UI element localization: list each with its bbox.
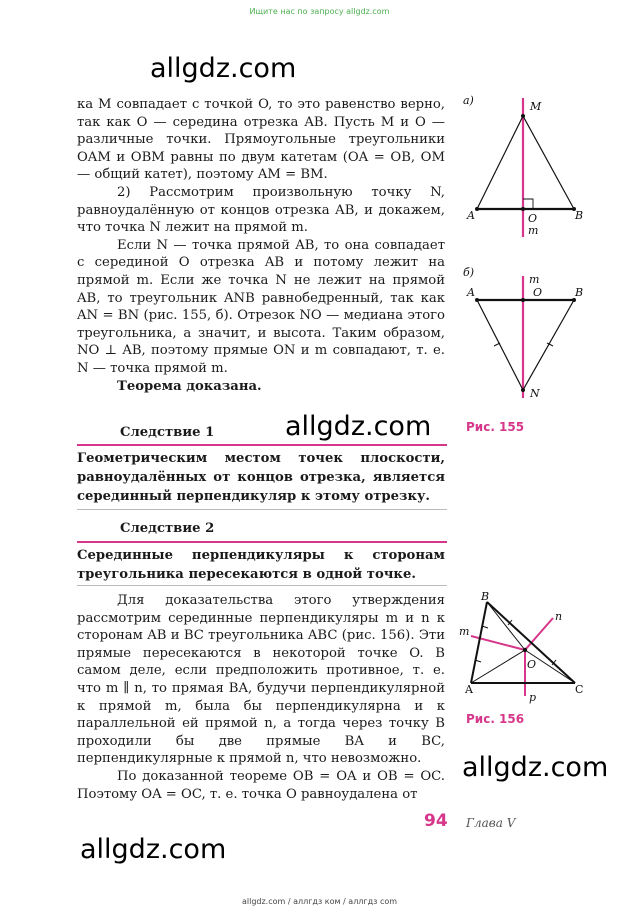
figure-155b [455, 262, 595, 402]
text-block-bottom [77, 592, 445, 803]
label-o: O [527, 658, 537, 671]
label-m-point: M [530, 100, 542, 113]
segment-an [477, 300, 523, 390]
watermark: allgdz.com [285, 411, 432, 442]
corollary-1-text: Геометрическим местом точек плоскости, равноудалённых от концов отрезка, является серединный перпендикуляр к этому отрезку. [77, 451, 445, 504]
paragraph: 2) Рассмотрим произвольную точку N, равноудалённую от концов отрезка AB, и докажем, что точка N лежит на прямой m. [77, 184, 445, 236]
label-a: A [465, 683, 473, 696]
label-n: N [530, 387, 540, 400]
chapter-label: Глава V [466, 816, 516, 830]
paragraph: ка M совпадает с точкой O, то это равенство верно, так как O — середина отрезка AB. Пусть M и O — различные точки. Прямоугольные треугольники OAM и OBM равны по двум катетам (OA = OB, OM — общий катет), поэтому AM = BM. [77, 97, 445, 183]
corollary-2-text: Серединные перпендикуляры к сторонам треугольника пересекаются в одной точке. [77, 548, 445, 582]
label-b: B [575, 209, 584, 222]
header-note[interactable]: Ищите нас по запросу allgdz.com [249, 7, 390, 16]
label-b: B [481, 590, 490, 603]
segment-am [477, 116, 523, 209]
page-number: 94 [424, 811, 448, 831]
watermark: allgdz.com [80, 834, 227, 865]
theorem-proved: Теорема доказана. [117, 378, 262, 394]
point-o [521, 298, 525, 302]
paragraph: По доказанной теореме OB = OA и OB = OC. Поэтому OA = OC, т. е. точка O равноудалена от [77, 768, 445, 802]
footer-note[interactable]: allgdz.com / аллгдз ком / аллгдз com [241, 897, 398, 906]
point-m [521, 114, 525, 118]
point-a [475, 207, 479, 211]
corollary-2-bottom-rule [77, 585, 447, 586]
corollary-1-bottom-rule [77, 509, 447, 510]
point-o [521, 207, 525, 211]
label-a: A [467, 286, 475, 299]
segment-oa [471, 650, 525, 683]
paragraph: Для доказательства этого утверждения рассмотрим серединные перпендикуляры m и n к сторонам AB и BC треугольника ABC (рис. 156). Эти прямые пересекаются в некоторой точке O. В самом деле, если предположить противное, т. е. что m ∥ n, то прямая BA, будучи перпендикулярной к прямой m, была бы перпендикулярна и к параллельной ей прямой n, а тогда через точку B проходили бы две прямые BA и BC, перпендикулярные к прямой n, что невозможно. [77, 593, 445, 767]
label-m-line: m [528, 224, 539, 237]
label-a: A [467, 209, 475, 222]
label-p: p [529, 691, 537, 704]
point-o [523, 648, 527, 652]
watermark: allgdz.com [462, 752, 609, 783]
figure-155a [455, 92, 595, 240]
label-b: B [575, 286, 584, 299]
point-n [521, 388, 525, 392]
figure-156-caption: Рис. 156 [466, 712, 525, 726]
text-block-top [77, 96, 445, 395]
label-m-line: m [529, 273, 540, 286]
figure-156 [455, 588, 595, 706]
label-m: m [459, 625, 470, 638]
right-angle-mark [523, 199, 533, 209]
point-a [475, 298, 479, 302]
side-ab [471, 602, 487, 683]
segment-bn [523, 300, 574, 390]
watermark: allgdz.com [150, 53, 297, 84]
label-n: n [555, 610, 563, 623]
corollary-1-title: Следствие 1 [120, 425, 215, 440]
paragraph: Если N — точка прямой AB, то она совпадает с серединой O отрезка AB и потому лежит на прямой m. Если же точка N не лежит на прямой AB, то треугольник ANB равнобедренный, так как AN = BN (рис. 155, б). Отрезок NO — медиана этого треугольника, а значит, и высота. Таким образом, NO ⊥ AB, поэтому прямые ON и m совпадают, т. е. N — точка прямой m. [77, 237, 445, 376]
figure-155-caption: Рис. 155 [466, 420, 525, 434]
label-o: O [528, 212, 538, 225]
figure-part-label: а) [463, 94, 474, 107]
corollary-2-top-rule [77, 541, 447, 543]
segment-bm [523, 116, 574, 209]
figure-part-label: б) [463, 266, 475, 279]
label-o: O [533, 286, 543, 299]
perpendicular-n [525, 618, 553, 650]
corollary-1-top-rule [77, 444, 447, 446]
corollary-2-title: Следствие 2 [120, 521, 215, 536]
segment-ob [487, 602, 525, 650]
label-c: C [575, 683, 584, 696]
